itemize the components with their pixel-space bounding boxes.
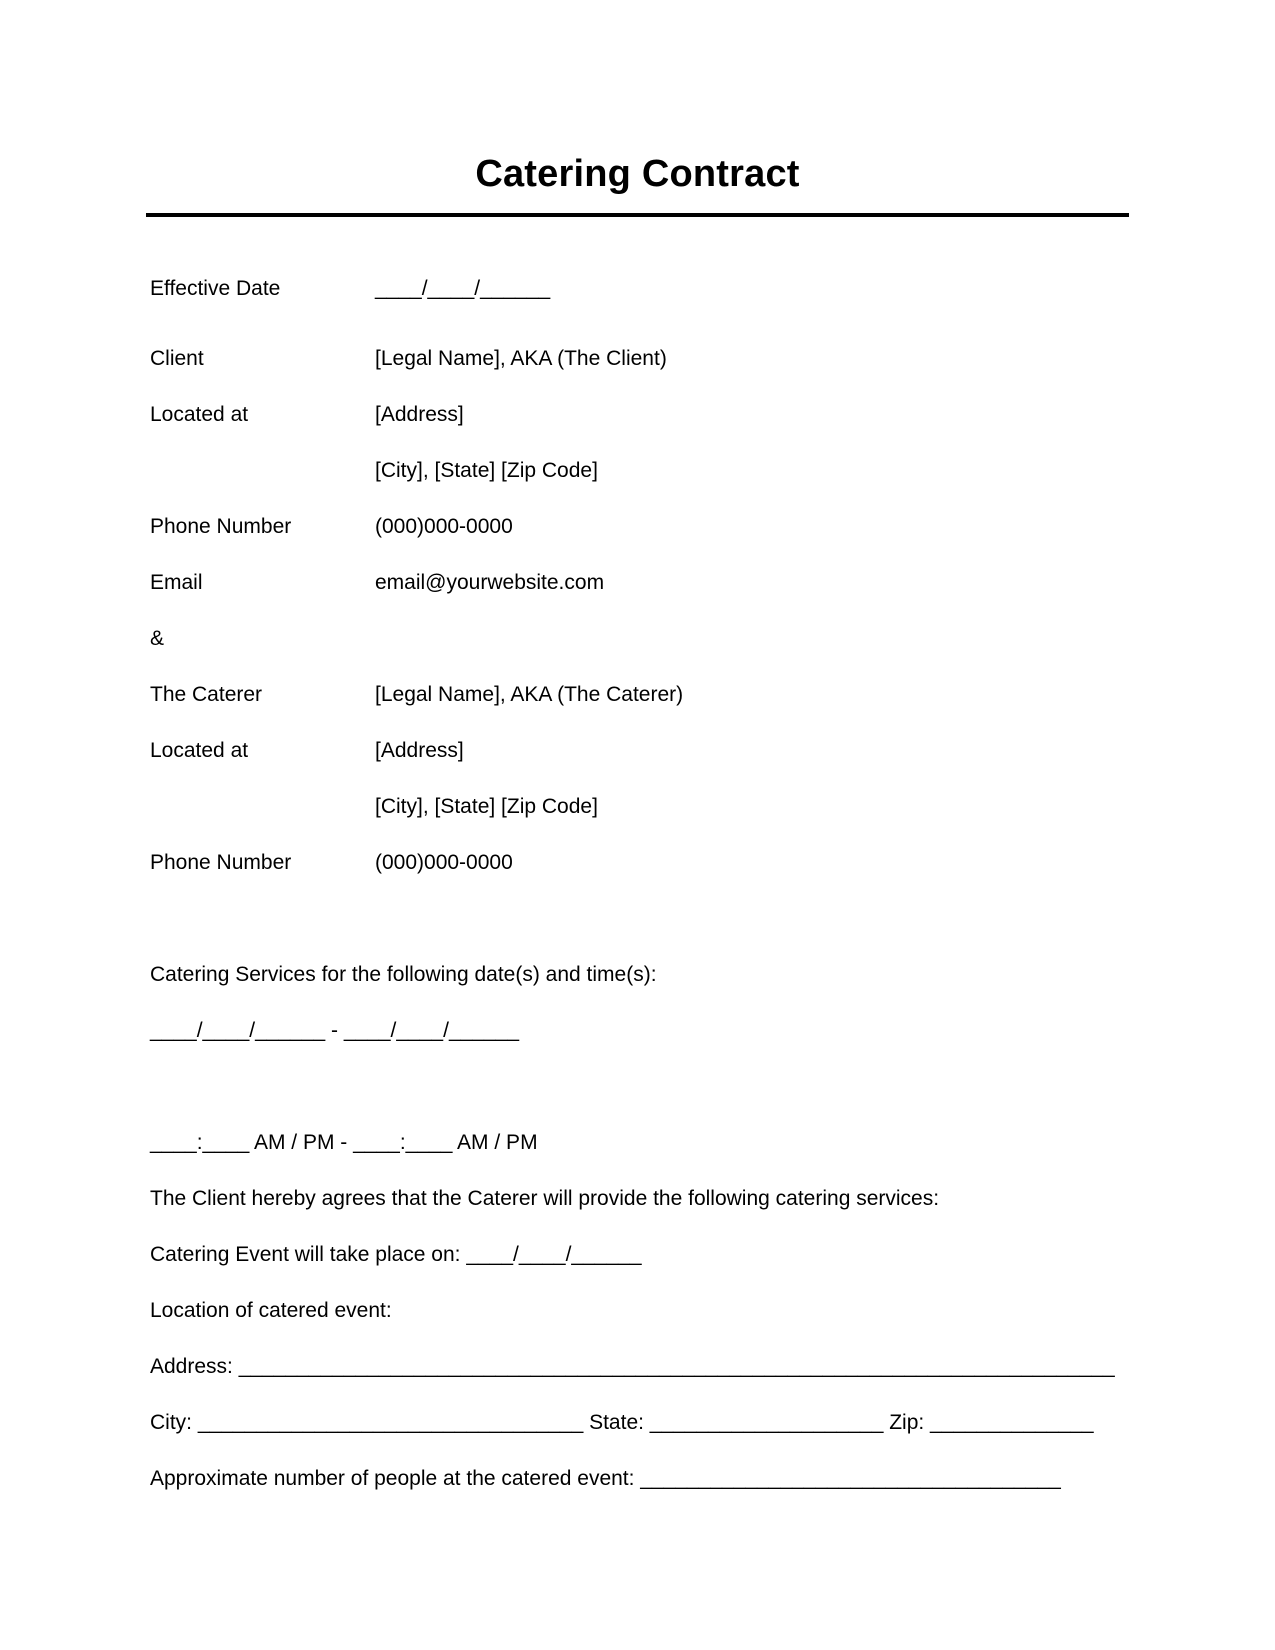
- caterer-name-field[interactable]: [Legal Name], AKA (The Caterer): [375, 683, 684, 706]
- client-phone-field[interactable]: (000)000-0000: [375, 515, 513, 538]
- event-date-field[interactable]: Catering Event will take place on: ____/____/______: [150, 1243, 642, 1266]
- services-intro: Catering Services for the following date(s) and time(s):: [150, 963, 657, 986]
- client-city-field[interactable]: [City], [State] [Zip Code]: [375, 459, 598, 482]
- client-email-field[interactable]: email@yourwebsite.com: [375, 571, 605, 594]
- caterer-address-field[interactable]: [Address]: [375, 739, 464, 762]
- caterer-label: The Caterer: [150, 683, 263, 706]
- service-time-range-field[interactable]: ____:____ AM / PM - ____:____ AM / PM: [150, 1131, 538, 1154]
- client-email-label: Email: [150, 571, 203, 594]
- title-divider: [146, 213, 1129, 217]
- client-label: Client: [150, 347, 204, 370]
- effective-date-label: Effective Date: [150, 277, 281, 300]
- document-title: Catering Contract: [475, 153, 800, 195]
- ampersand: &: [150, 627, 165, 650]
- event-address-field[interactable]: Address: ___________________________________________________________________________: [150, 1355, 1115, 1378]
- people-count-field[interactable]: Approximate number of people at the catered event: ____________________________________: [150, 1467, 1061, 1490]
- client-address-field[interactable]: [Address]: [375, 403, 464, 426]
- location-heading: Location of catered event:: [150, 1299, 392, 1322]
- service-date-range-field[interactable]: ____/____/______ - ____/____/______: [150, 1019, 520, 1042]
- caterer-located-label: Located at: [150, 739, 249, 762]
- event-city-state-zip-field[interactable]: City: _________________________________ State: ____________________ Zip: ______________: [150, 1411, 1094, 1434]
- client-located-label: Located at: [150, 403, 249, 426]
- caterer-phone-label: Phone Number: [150, 851, 292, 874]
- client-name-field[interactable]: [Legal Name], AKA (The Client): [375, 347, 667, 370]
- client-phone-label: Phone Number: [150, 515, 292, 538]
- caterer-city-field[interactable]: [City], [State] [Zip Code]: [375, 795, 598, 818]
- agreement-text: The Client hereby agrees that the Caterer will provide the following catering services:: [150, 1187, 940, 1210]
- caterer-phone-field[interactable]: (000)000-0000: [375, 851, 513, 874]
- effective-date-field[interactable]: ____/____/______: [375, 277, 551, 300]
